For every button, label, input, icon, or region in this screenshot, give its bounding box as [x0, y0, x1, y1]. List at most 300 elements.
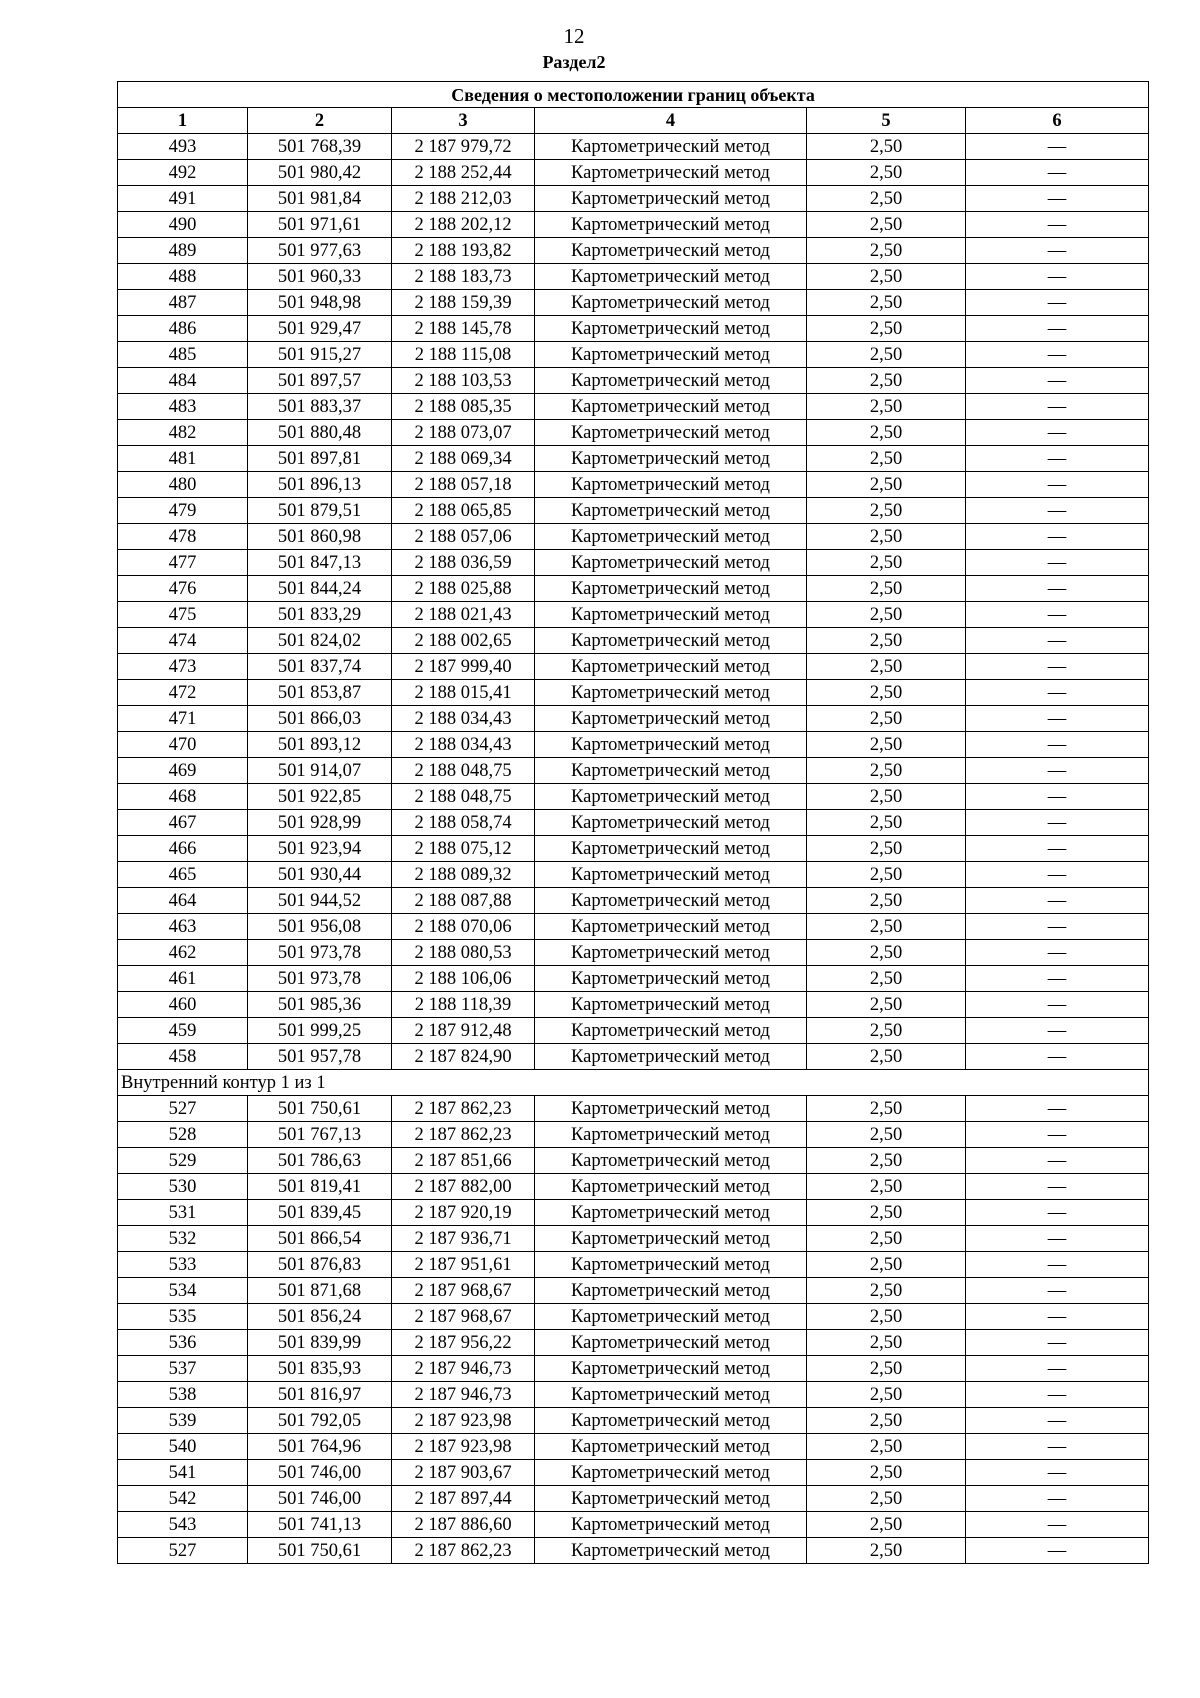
note-cell: —	[966, 1096, 1149, 1122]
method-cell: Картометрический метод	[535, 1330, 807, 1356]
x-coordinate-cell: 501 999,25	[248, 1018, 392, 1044]
point-number-cell: 491	[118, 186, 248, 212]
y-coordinate-cell: 2 187 886,60	[392, 1512, 535, 1538]
y-coordinate-cell: 2 188 015,41	[392, 680, 535, 706]
note-cell: —	[966, 1200, 1149, 1226]
note-cell: —	[966, 1460, 1149, 1486]
accuracy-cell: 2,50	[807, 342, 966, 368]
method-cell: Картометрический метод	[535, 472, 807, 498]
note-cell: —	[966, 628, 1149, 654]
y-coordinate-cell: 2 188 159,39	[392, 290, 535, 316]
accuracy-cell: 2,50	[807, 316, 966, 342]
note-cell: —	[966, 1252, 1149, 1278]
note-cell: —	[966, 1486, 1149, 1512]
note-cell: —	[966, 1122, 1149, 1148]
note-cell: —	[966, 1382, 1149, 1408]
y-coordinate-cell: 2 188 252,44	[392, 160, 535, 186]
accuracy-cell: 2,50	[807, 212, 966, 238]
accuracy-cell: 2,50	[807, 368, 966, 394]
x-coordinate-cell: 501 839,45	[248, 1200, 392, 1226]
accuracy-cell: 2,50	[807, 1486, 966, 1512]
method-cell: Картометрический метод	[535, 758, 807, 784]
point-number-cell: 487	[118, 290, 248, 316]
note-cell: —	[966, 1278, 1149, 1304]
accuracy-cell: 2,50	[807, 1122, 966, 1148]
y-coordinate-cell: 2 187 946,73	[392, 1382, 535, 1408]
table-row	[118, 368, 1149, 394]
x-coordinate-cell: 501 915,27	[248, 342, 392, 368]
point-number-cell: 529	[118, 1148, 248, 1174]
accuracy-cell: 2,50	[807, 1018, 966, 1044]
accuracy-cell: 2,50	[807, 1252, 966, 1278]
method-cell: Картометрический метод	[535, 940, 807, 966]
y-coordinate-cell: 2 187 979,72	[392, 134, 535, 160]
point-number-cell: 537	[118, 1356, 248, 1382]
method-cell: Картометрический метод	[535, 550, 807, 576]
x-coordinate-cell: 501 746,00	[248, 1486, 392, 1512]
accuracy-cell: 2,50	[807, 446, 966, 472]
y-coordinate-cell: 2 187 903,67	[392, 1460, 535, 1486]
note-cell: —	[966, 602, 1149, 628]
x-coordinate-cell: 501 839,99	[248, 1330, 392, 1356]
point-number-cell: 541	[118, 1460, 248, 1486]
method-cell: Картометрический метод	[535, 342, 807, 368]
point-number-cell: 492	[118, 160, 248, 186]
method-cell: Картометрический метод	[535, 394, 807, 420]
table-row	[118, 836, 1149, 862]
x-coordinate-cell: 501 786,63	[248, 1148, 392, 1174]
y-coordinate-cell: 2 187 923,98	[392, 1434, 535, 1460]
table-row	[118, 1148, 1149, 1174]
y-coordinate-cell: 2 188 212,03	[392, 186, 535, 212]
y-coordinate-cell: 2 188 103,53	[392, 368, 535, 394]
table-row	[118, 1434, 1149, 1460]
point-number-cell: 540	[118, 1434, 248, 1460]
x-coordinate-cell: 501 897,57	[248, 368, 392, 394]
x-coordinate-cell: 501 971,61	[248, 212, 392, 238]
page-number: 12	[563, 24, 585, 48]
method-cell: Картометрический метод	[535, 1408, 807, 1434]
note-cell: —	[966, 1044, 1149, 1070]
note-cell: —	[966, 212, 1149, 238]
method-cell: Картометрический метод	[535, 1382, 807, 1408]
point-number-cell: 538	[118, 1382, 248, 1408]
method-cell: Картометрический метод	[535, 836, 807, 862]
table-row	[118, 732, 1149, 758]
accuracy-cell: 2,50	[807, 238, 966, 264]
method-cell: Картометрический метод	[535, 420, 807, 446]
method-cell: Картометрический метод	[535, 1018, 807, 1044]
table-row	[118, 472, 1149, 498]
x-coordinate-cell: 501 957,78	[248, 1044, 392, 1070]
note-cell: —	[966, 290, 1149, 316]
method-cell: Картометрический метод	[535, 992, 807, 1018]
accuracy-cell: 2,50	[807, 706, 966, 732]
accuracy-cell: 2,50	[807, 1434, 966, 1460]
accuracy-cell: 2,50	[807, 1330, 966, 1356]
method-cell: Картометрический метод	[535, 1356, 807, 1382]
table-row	[118, 1512, 1149, 1538]
x-coordinate-cell: 501 847,13	[248, 550, 392, 576]
point-number-cell: 527	[118, 1538, 248, 1564]
y-coordinate-cell: 2 188 034,43	[392, 706, 535, 732]
x-coordinate-cell: 501 853,87	[248, 680, 392, 706]
method-cell: Картометрический метод	[535, 368, 807, 394]
column-header: 4	[535, 108, 807, 134]
accuracy-cell: 2,50	[807, 134, 966, 160]
table-row	[118, 316, 1149, 342]
method-cell: Картометрический метод	[535, 680, 807, 706]
y-coordinate-cell: 2 188 075,12	[392, 836, 535, 862]
x-coordinate-cell: 501 896,13	[248, 472, 392, 498]
method-cell: Картометрический метод	[535, 134, 807, 160]
column-header-row	[118, 108, 1149, 134]
y-coordinate-cell: 2 187 920,19	[392, 1200, 535, 1226]
note-cell: —	[966, 368, 1149, 394]
column-header: 5	[807, 108, 966, 134]
accuracy-cell: 2,50	[807, 1460, 966, 1486]
point-number-cell: 460	[118, 992, 248, 1018]
note-cell: —	[966, 1018, 1149, 1044]
point-number-cell: 469	[118, 758, 248, 784]
y-coordinate-cell: 2 188 048,75	[392, 784, 535, 810]
table-row	[118, 602, 1149, 628]
table-row	[118, 940, 1149, 966]
table-row	[118, 758, 1149, 784]
method-cell: Картометрический метод	[535, 1122, 807, 1148]
table-row	[118, 888, 1149, 914]
x-coordinate-cell: 501 897,81	[248, 446, 392, 472]
table-row	[118, 1096, 1149, 1122]
point-number-cell: 464	[118, 888, 248, 914]
method-cell: Картометрический метод	[535, 264, 807, 290]
table-caption: Сведения о местоположении границ объекта	[118, 82, 1149, 108]
point-number-cell: 479	[118, 498, 248, 524]
accuracy-cell: 2,50	[807, 1278, 966, 1304]
x-coordinate-cell: 501 819,41	[248, 1174, 392, 1200]
method-cell: Картометрический метод	[535, 446, 807, 472]
point-number-cell: 490	[118, 212, 248, 238]
y-coordinate-cell: 2 188 065,85	[392, 498, 535, 524]
accuracy-cell: 2,50	[807, 784, 966, 810]
table-row	[118, 238, 1149, 264]
accuracy-cell: 2,50	[807, 836, 966, 862]
method-cell: Картометрический метод	[535, 316, 807, 342]
x-coordinate-cell: 501 880,48	[248, 420, 392, 446]
x-coordinate-cell: 501 879,51	[248, 498, 392, 524]
note-cell: —	[966, 758, 1149, 784]
y-coordinate-cell: 2 188 183,73	[392, 264, 535, 290]
x-coordinate-cell: 501 981,84	[248, 186, 392, 212]
note-cell: —	[966, 576, 1149, 602]
y-coordinate-cell: 2 188 002,65	[392, 628, 535, 654]
method-cell: Картометрический метод	[535, 524, 807, 550]
table-row	[118, 1356, 1149, 1382]
point-number-cell: 532	[118, 1226, 248, 1252]
accuracy-cell: 2,50	[807, 290, 966, 316]
method-cell: Картометрический метод	[535, 160, 807, 186]
column-header: 3	[392, 108, 535, 134]
accuracy-cell: 2,50	[807, 602, 966, 628]
point-number-cell: 473	[118, 654, 248, 680]
note-cell: —	[966, 654, 1149, 680]
accuracy-cell: 2,50	[807, 498, 966, 524]
note-cell: —	[966, 160, 1149, 186]
point-number-cell: 478	[118, 524, 248, 550]
note-cell: —	[966, 836, 1149, 862]
note-cell: —	[966, 1148, 1149, 1174]
y-coordinate-cell: 2 188 073,07	[392, 420, 535, 446]
accuracy-cell: 2,50	[807, 1044, 966, 1070]
x-coordinate-cell: 501 985,36	[248, 992, 392, 1018]
note-cell: —	[966, 1434, 1149, 1460]
y-coordinate-cell: 2 187 862,23	[392, 1538, 535, 1564]
x-coordinate-cell: 501 768,39	[248, 134, 392, 160]
table-row	[118, 186, 1149, 212]
table-row	[118, 1018, 1149, 1044]
point-number-cell: 527	[118, 1096, 248, 1122]
note-cell: —	[966, 524, 1149, 550]
accuracy-cell: 2,50	[807, 1382, 966, 1408]
y-coordinate-cell: 2 188 025,88	[392, 576, 535, 602]
point-number-cell: 458	[118, 1044, 248, 1070]
method-cell: Картометрический метод	[535, 1512, 807, 1538]
x-coordinate-cell: 501 833,29	[248, 602, 392, 628]
point-number-cell: 467	[118, 810, 248, 836]
note-cell: —	[966, 316, 1149, 342]
x-coordinate-cell: 501 764,96	[248, 1434, 392, 1460]
method-cell: Картометрический метод	[535, 212, 807, 238]
table-caption-row	[118, 82, 1149, 108]
y-coordinate-cell: 2 187 936,71	[392, 1226, 535, 1252]
table-row	[118, 992, 1149, 1018]
note-cell: —	[966, 342, 1149, 368]
table-row	[118, 498, 1149, 524]
point-number-cell: 468	[118, 784, 248, 810]
y-coordinate-cell: 2 187 999,40	[392, 654, 535, 680]
x-coordinate-cell: 501 883,37	[248, 394, 392, 420]
point-number-cell: 472	[118, 680, 248, 706]
table-row	[118, 1200, 1149, 1226]
table-row	[118, 160, 1149, 186]
y-coordinate-cell: 2 188 085,35	[392, 394, 535, 420]
table-row	[118, 1174, 1149, 1200]
note-cell: —	[966, 862, 1149, 888]
note-cell: —	[966, 1304, 1149, 1330]
point-number-cell: 480	[118, 472, 248, 498]
y-coordinate-cell: 2 187 912,48	[392, 1018, 535, 1044]
note-cell: —	[966, 1174, 1149, 1200]
method-cell: Картометрический метод	[535, 1538, 807, 1564]
accuracy-cell: 2,50	[807, 1200, 966, 1226]
method-cell: Картометрический метод	[535, 1486, 807, 1512]
x-coordinate-cell: 501 816,97	[248, 1382, 392, 1408]
note-cell: —	[966, 394, 1149, 420]
table-row	[118, 628, 1149, 654]
x-coordinate-cell: 501 977,63	[248, 238, 392, 264]
boundary-table	[117, 81, 1149, 1564]
method-cell: Картометрический метод	[535, 1174, 807, 1200]
x-coordinate-cell: 501 835,93	[248, 1356, 392, 1382]
note-cell: —	[966, 706, 1149, 732]
x-coordinate-cell: 501 929,47	[248, 316, 392, 342]
y-coordinate-cell: 2 187 946,73	[392, 1356, 535, 1382]
x-coordinate-cell: 501 923,94	[248, 836, 392, 862]
y-coordinate-cell: 2 187 968,67	[392, 1278, 535, 1304]
x-coordinate-cell: 501 948,98	[248, 290, 392, 316]
x-coordinate-cell: 501 767,13	[248, 1122, 392, 1148]
table-row	[118, 134, 1149, 160]
y-coordinate-cell: 2 187 862,23	[392, 1122, 535, 1148]
table-row	[118, 706, 1149, 732]
method-cell: Картометрический метод	[535, 1200, 807, 1226]
inner-contour-row	[118, 1070, 1149, 1096]
x-coordinate-cell: 501 893,12	[248, 732, 392, 758]
accuracy-cell: 2,50	[807, 550, 966, 576]
y-coordinate-cell: 2 188 089,32	[392, 862, 535, 888]
y-coordinate-cell: 2 188 145,78	[392, 316, 535, 342]
column-header: 2	[248, 108, 392, 134]
point-number-cell: 493	[118, 134, 248, 160]
note-cell: —	[966, 1538, 1149, 1564]
table-row	[118, 654, 1149, 680]
point-number-cell: 539	[118, 1408, 248, 1434]
point-number-cell: 474	[118, 628, 248, 654]
table-row	[118, 784, 1149, 810]
accuracy-cell: 2,50	[807, 992, 966, 1018]
note-cell: —	[966, 446, 1149, 472]
point-number-cell: 463	[118, 914, 248, 940]
table-row	[118, 1278, 1149, 1304]
x-coordinate-cell: 501 960,33	[248, 264, 392, 290]
point-number-cell: 483	[118, 394, 248, 420]
point-number-cell: 465	[118, 862, 248, 888]
table-row	[118, 290, 1149, 316]
accuracy-cell: 2,50	[807, 1174, 966, 1200]
note-cell: —	[966, 1512, 1149, 1538]
table-row	[118, 862, 1149, 888]
y-coordinate-cell: 2 188 193,82	[392, 238, 535, 264]
note-cell: —	[966, 888, 1149, 914]
x-coordinate-cell: 501 741,13	[248, 1512, 392, 1538]
y-coordinate-cell: 2 188 202,12	[392, 212, 535, 238]
y-coordinate-cell: 2 188 034,43	[392, 732, 535, 758]
point-number-cell: 531	[118, 1200, 248, 1226]
note-cell: —	[966, 472, 1149, 498]
y-coordinate-cell: 2 188 070,06	[392, 914, 535, 940]
table-row	[118, 1226, 1149, 1252]
x-coordinate-cell: 501 746,00	[248, 1460, 392, 1486]
method-cell: Картометрический метод	[535, 810, 807, 836]
y-coordinate-cell: 2 188 057,18	[392, 472, 535, 498]
point-number-cell: 470	[118, 732, 248, 758]
accuracy-cell: 2,50	[807, 160, 966, 186]
method-cell: Картометрический метод	[535, 966, 807, 992]
point-number-cell: 466	[118, 836, 248, 862]
note-cell: —	[966, 1330, 1149, 1356]
point-number-cell: 488	[118, 264, 248, 290]
x-coordinate-cell: 501 914,07	[248, 758, 392, 784]
accuracy-cell: 2,50	[807, 186, 966, 212]
table-row	[118, 1460, 1149, 1486]
table-row	[118, 1382, 1149, 1408]
y-coordinate-cell: 2 188 058,74	[392, 810, 535, 836]
x-coordinate-cell: 501 860,98	[248, 524, 392, 550]
accuracy-cell: 2,50	[807, 472, 966, 498]
note-cell: —	[966, 550, 1149, 576]
y-coordinate-cell: 2 187 882,00	[392, 1174, 535, 1200]
y-coordinate-cell: 2 187 923,98	[392, 1408, 535, 1434]
method-cell: Картометрический метод	[535, 498, 807, 524]
method-cell: Картометрический метод	[535, 784, 807, 810]
inner-contour-label: Внутренний контур 1 из 1	[118, 1070, 1149, 1096]
accuracy-cell: 2,50	[807, 914, 966, 940]
y-coordinate-cell: 2 188 048,75	[392, 758, 535, 784]
note-cell: —	[966, 966, 1149, 992]
accuracy-cell: 2,50	[807, 394, 966, 420]
accuracy-cell: 2,50	[807, 862, 966, 888]
point-number-cell: 489	[118, 238, 248, 264]
y-coordinate-cell: 2 187 897,44	[392, 1486, 535, 1512]
y-coordinate-cell: 2 188 021,43	[392, 602, 535, 628]
point-number-cell: 535	[118, 1304, 248, 1330]
accuracy-cell: 2,50	[807, 758, 966, 784]
table-row	[118, 1304, 1149, 1330]
accuracy-cell: 2,50	[807, 1096, 966, 1122]
method-cell: Картометрический метод	[535, 1304, 807, 1330]
x-coordinate-cell: 501 866,54	[248, 1226, 392, 1252]
method-cell: Картометрический метод	[535, 1434, 807, 1460]
point-number-cell: 471	[118, 706, 248, 732]
x-coordinate-cell: 501 980,42	[248, 160, 392, 186]
y-coordinate-cell: 2 187 968,67	[392, 1304, 535, 1330]
point-number-cell: 481	[118, 446, 248, 472]
section-title: Раздел2	[542, 52, 606, 72]
accuracy-cell: 2,50	[807, 1538, 966, 1564]
accuracy-cell: 2,50	[807, 810, 966, 836]
note-cell: —	[966, 784, 1149, 810]
x-coordinate-cell: 501 824,02	[248, 628, 392, 654]
x-coordinate-cell: 501 750,61	[248, 1538, 392, 1564]
table-row	[118, 420, 1149, 446]
method-cell: Картометрический метод	[535, 888, 807, 914]
method-cell: Картометрический метод	[535, 1096, 807, 1122]
x-coordinate-cell: 501 973,78	[248, 966, 392, 992]
note-cell: —	[966, 498, 1149, 524]
y-coordinate-cell: 2 187 956,22	[392, 1330, 535, 1356]
note-cell: —	[966, 1226, 1149, 1252]
x-coordinate-cell: 501 930,44	[248, 862, 392, 888]
method-cell: Картометрический метод	[535, 914, 807, 940]
table-row	[118, 680, 1149, 706]
table-row	[118, 966, 1149, 992]
x-coordinate-cell: 501 956,08	[248, 914, 392, 940]
accuracy-cell: 2,50	[807, 1226, 966, 1252]
y-coordinate-cell: 2 188 080,53	[392, 940, 535, 966]
method-cell: Картометрический метод	[535, 1460, 807, 1486]
y-coordinate-cell: 2 188 036,59	[392, 550, 535, 576]
table-row	[118, 1252, 1149, 1278]
method-cell: Картометрический метод	[535, 290, 807, 316]
accuracy-cell: 2,50	[807, 420, 966, 446]
note-cell: —	[966, 914, 1149, 940]
table-row	[118, 914, 1149, 940]
x-coordinate-cell: 501 844,24	[248, 576, 392, 602]
table-row	[118, 1122, 1149, 1148]
x-coordinate-cell: 501 944,52	[248, 888, 392, 914]
note-cell: —	[966, 1408, 1149, 1434]
y-coordinate-cell: 2 187 862,23	[392, 1096, 535, 1122]
